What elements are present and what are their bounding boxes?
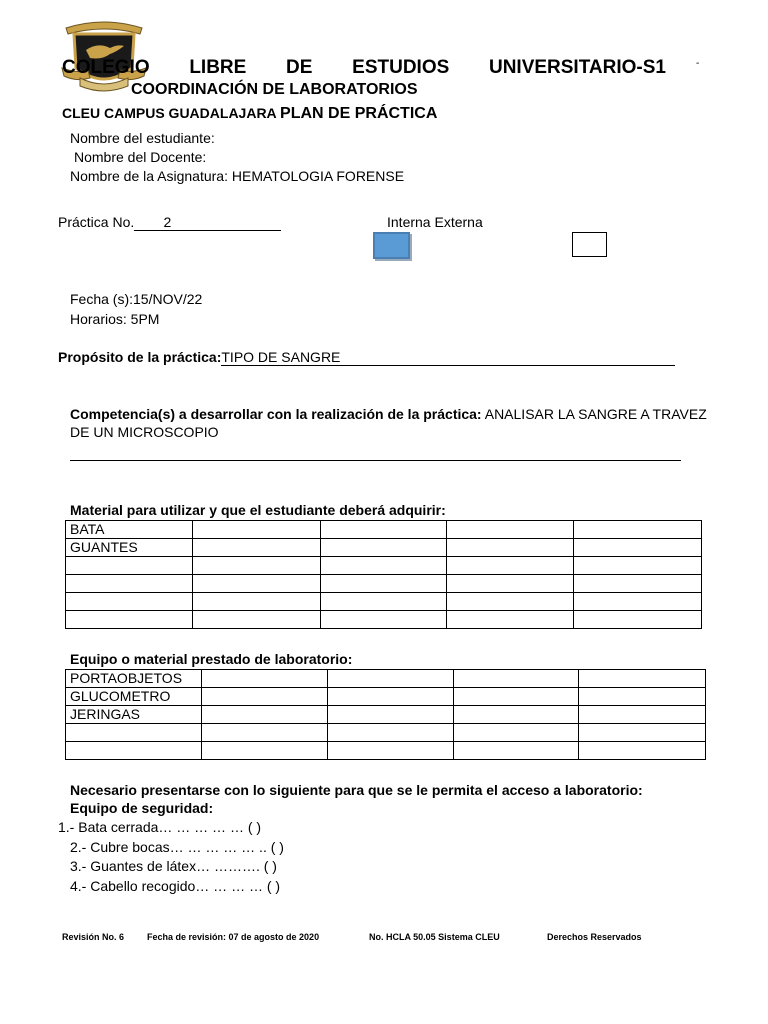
table-cell[interactable] [579,742,706,760]
title-word: LIBRE [189,57,247,78]
table-cell[interactable] [454,706,579,724]
table-cell[interactable] [447,593,574,611]
table-row [66,742,706,760]
campus-line [62,105,437,123]
footer-rights: Derechos Reservados [547,932,642,942]
table-cell[interactable] [579,670,706,688]
table-cell[interactable] [574,557,702,575]
table-cell[interactable] [454,688,579,706]
subject-name-field[interactable]: Nombre de la Asignatura: HEMATOLOGIA FORENSE [70,168,405,184]
table-row [66,575,702,593]
table-cell[interactable] [66,557,193,575]
table-cell[interactable] [202,742,328,760]
purpose-label: Propósito de la práctica: [58,349,222,365]
table-cell[interactable] [66,575,193,593]
footer-revision: Revisión No. 6 [62,932,125,942]
table-cell[interactable] [66,724,202,742]
equipment-table [65,669,706,760]
table-row [66,706,706,724]
competence-underline [70,460,681,461]
practice-number-value: 2 [134,214,171,231]
table-cell[interactable] [574,575,702,593]
campus-name: CLEU CAMPUS GUADALAJARA [62,105,277,121]
table-cell[interactable] [202,688,328,706]
practice-number-label: Práctica No. [58,214,135,230]
materials-table [65,520,702,629]
competence-label: Competencia(s) a desarrollar con la realización de la práctica: [70,406,482,422]
table-row [66,724,706,742]
table-cell[interactable] [328,670,454,688]
table-cell[interactable] [328,742,454,760]
internal-checkbox[interactable] [373,232,410,259]
table-cell[interactable] [447,575,574,593]
table-cell[interactable] [454,724,579,742]
table-cell[interactable] [328,706,454,724]
competence-paragraph[interactable] [70,405,710,441]
table-cell[interactable] [574,521,702,539]
safety-intro: Necesario presentarse con lo siguiente para que se le permita el acceso a laboratorio: [70,782,643,798]
table-cell[interactable] [579,688,706,706]
table-row [66,670,706,688]
table-cell[interactable] [328,724,454,742]
table-row [66,688,706,706]
external-checkbox[interactable] [572,232,607,257]
footer-revision-date: Fecha de revisión: 07 de agosto de 2020 [147,932,320,942]
practice-number-field[interactable] [58,214,281,231]
safety-item-hair[interactable]: 4.- Cabello recogido… … … … ( ) [70,878,281,894]
competence-value: ANALISAR LA SANGRE A TRAVEZ DE UN MICROSCOPIO [70,406,707,440]
table-cell[interactable] [193,611,321,629]
table-cell[interactable] [66,593,193,611]
table-cell[interactable] [202,670,328,688]
table-cell[interactable] [447,611,574,629]
table-cell[interactable] [447,557,574,575]
table-cell[interactable] [321,521,447,539]
table-cell[interactable]: BATA [66,521,193,539]
equipment-heading: Equipo o material prestado de laboratorio: [70,651,353,667]
table-cell[interactable] [328,688,454,706]
table-row [66,521,702,539]
table-cell[interactable] [447,521,574,539]
table-cell[interactable] [193,557,321,575]
table-cell[interactable] [193,575,321,593]
table-cell[interactable] [193,521,321,539]
title-word: DE [286,57,313,78]
table-row [66,557,702,575]
teacher-name-field[interactable]: Nombre del Docente: [74,149,207,165]
date-field[interactable]: Fecha (s):15/NOV/22 [70,291,203,307]
title-word: ESTUDIOS [352,57,450,78]
safety-item-gloves[interactable]: 3.- Guantes de látex… ………. ( ) [70,858,277,874]
table-cell[interactable] [193,539,321,557]
safety-heading: Equipo de seguridad: [70,800,214,816]
title-trailing-mark: - [696,58,700,69]
table-cell[interactable] [202,724,328,742]
materials-heading: Material para utilizar y que el estudiante deberá adquirir: [70,502,446,518]
table-cell[interactable] [66,742,202,760]
title-word: COLEGIO [62,57,150,78]
table-cell[interactable] [321,539,447,557]
schedule-field[interactable]: Horarios: 5PM [70,311,160,327]
internal-external-label: Interna Externa [387,214,483,230]
table-cell[interactable] [579,706,706,724]
table-cell[interactable] [454,670,579,688]
table-row [66,593,702,611]
practice-number-blank [171,214,281,231]
table-cell[interactable]: JERINGAS [66,706,202,724]
purpose-value: TIPO DE SANGRE [221,349,675,366]
table-cell[interactable] [321,593,447,611]
table-cell[interactable] [574,593,702,611]
institution-title [62,57,666,79]
table-cell[interactable]: GLUCOMETRO [66,688,202,706]
table-cell[interactable] [574,539,702,557]
safety-item-robe[interactable]: 1.- Bata cerrada… … … … … ( ) [58,819,262,835]
table-cell[interactable] [321,611,447,629]
footer-code: No. HCLA 50.05 Sistema CLEU [369,932,500,942]
table-cell[interactable] [66,611,193,629]
table-cell[interactable] [454,742,579,760]
table-cell[interactable] [202,706,328,724]
table-cell[interactable]: PORTAOBJETOS [66,670,202,688]
table-cell[interactable] [574,611,702,629]
table-cell[interactable]: GUANTES [66,539,193,557]
table-cell[interactable] [579,724,706,742]
table-row [66,539,702,557]
safety-item-mask[interactable]: 2.- Cubre bocas… … … … … .. ( ) [70,839,284,855]
title-word: UNIVERSITARIO-S1 [488,57,666,78]
table-row [66,611,702,629]
department-title: COORDINACIÓN DE LABORATORIOS [131,81,418,98]
plan-title: PLAN DE PRÁCTICA [280,105,438,122]
table-cell[interactable] [321,575,447,593]
table-cell[interactable] [321,557,447,575]
table-cell[interactable] [447,539,574,557]
student-name-field[interactable]: Nombre del estudiante: [70,130,215,146]
purpose-line[interactable] [58,349,675,366]
table-cell[interactable] [193,593,321,611]
